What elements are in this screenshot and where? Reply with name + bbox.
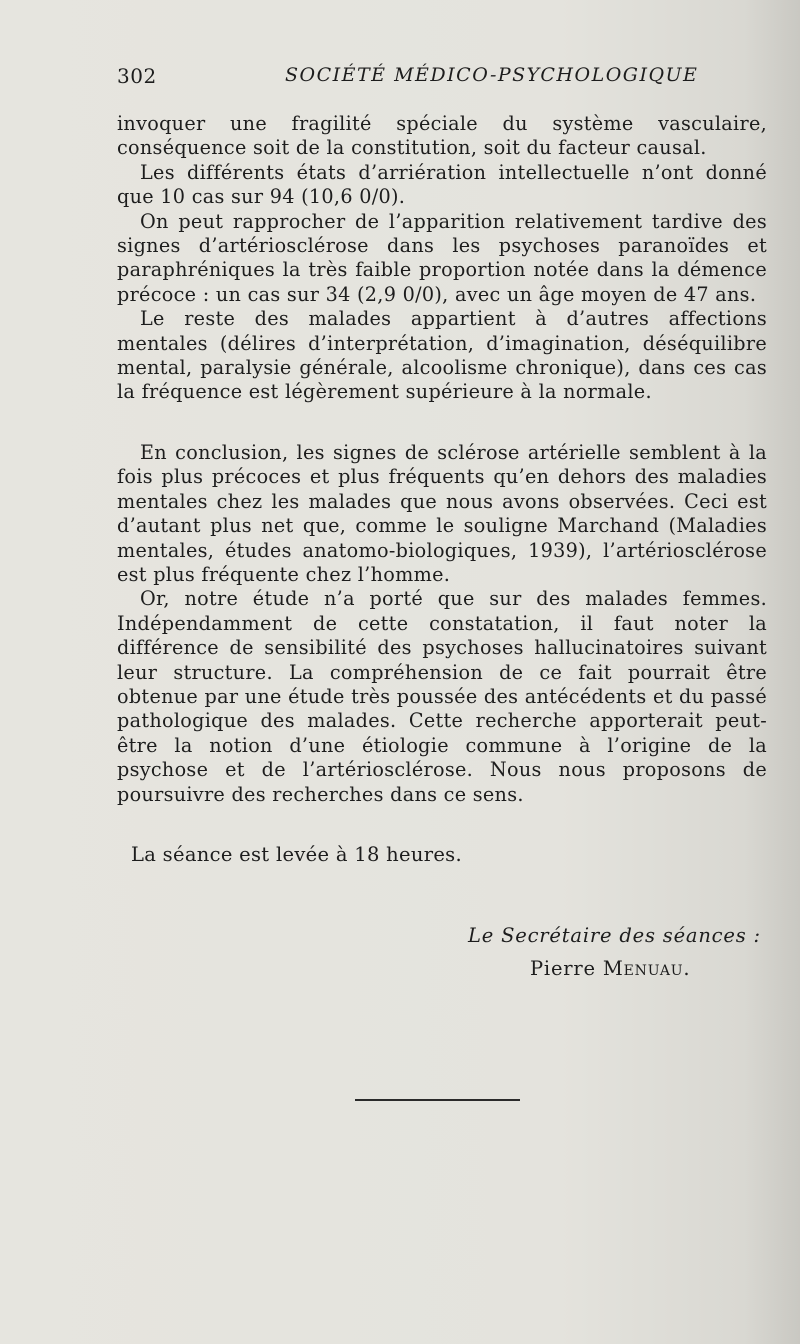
signature-title: Le Secrétaire des séances : [468,924,761,947]
paragraph: invoquer une fragilité spéciale du système vasculaire, conséquence soit de la constitution, soit du facteur causal. [117,112,767,160]
page-header [117,64,767,94]
signature-first-name: Pierre [530,957,596,980]
closing-line: La séance est levée à 18 heures. [131,843,462,866]
running-head: SOCIÉTÉ MÉDICO-PSYCHOLOGIQUE [285,64,699,86]
body-text [117,112,767,807]
page-number: 302 [117,64,157,88]
signature-name [530,957,690,980]
paragraph: Or, notre étude n’a porté que sur des malades femmes. Indépendamment de cette constatation, il faut noter la différence de sensibilité des psychoses hallucinatoires suivant leur structure. La compréhension de ce fait pourrait être obtenue par une étude très poussée des antécédents et du passé pathologique des malades. Cette recherche apporterait peut-être la notion d’une étiologie commune à l’origine de la psychose et de l’artériosclérose. Nous nous proposons de poursuivre des recherches dans ce sens. [117,587,767,806]
paragraph-gap [117,405,767,441]
paragraph: En conclusion, les signes de sclérose artérielle semblent à la fois plus précoces et plus fréquents qu’en dehors des maladies mentales chez les malades que nous avons observées. Ceci est d’autant plus net que, comme le souligne Marchand (Maladies mentales, études anatomo-biologiques, 1939), l’artériosclérose est plus fréquente chez l’homme. [117,440,767,586]
end-rule [355,1099,520,1101]
paragraph: On peut rapprocher de l’apparition relativement tardive des signes d’artériosclérose dans les psychoses paranoïdes et paraphréniques la très faible proportion notée dans la démence précoce : un cas sur 34 (2,9 0/0), avec un âge moyen de 47 ans. [117,209,767,306]
paragraph: Le reste des malades appartient à d’autres affections mentales (délires d’interprétation, d’imagination, déséquilibre mental, paralysie générale, alcoolisme chronique), dans ces cas la fréquence est légèrement supérieure à la normale. [117,307,767,404]
paragraph: Les différents états d’arriération intellectuelle n’ont donné que 10 cas sur 94 (10,6 0/0). [117,160,767,209]
signature-last-name: Menuau. [602,957,691,980]
